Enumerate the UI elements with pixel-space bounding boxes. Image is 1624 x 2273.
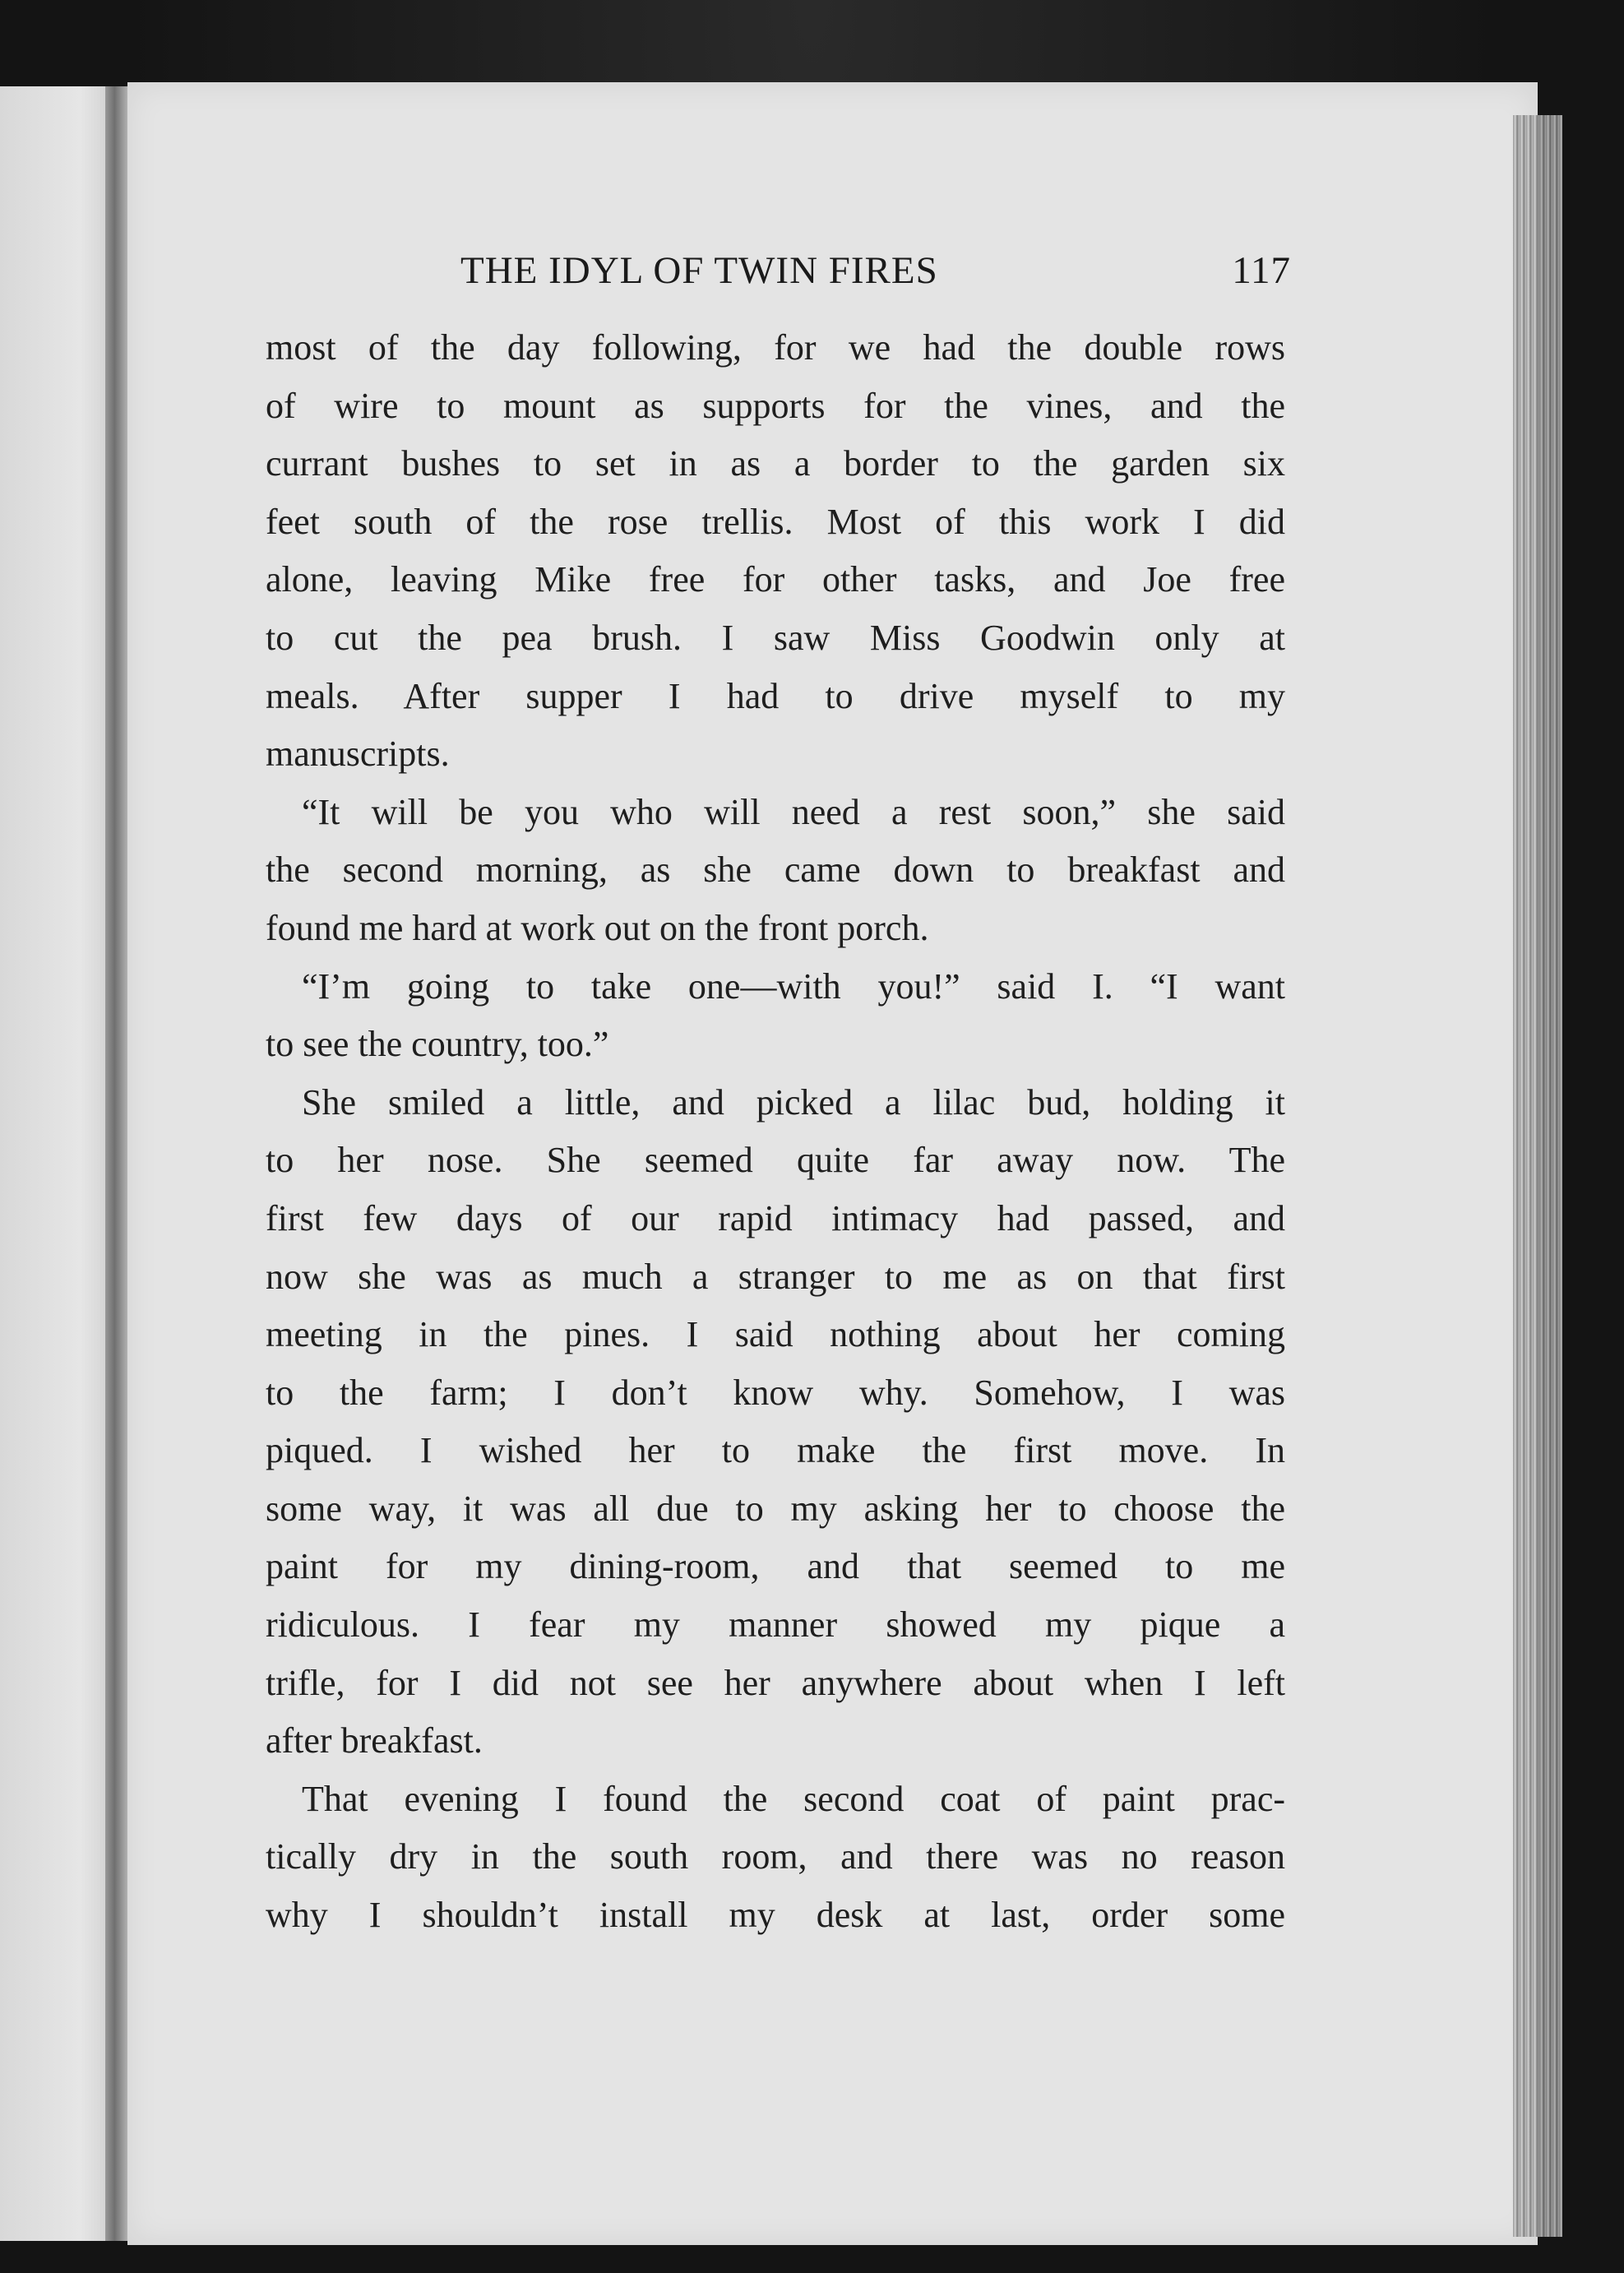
text-line: after breakfast. xyxy=(266,1720,483,1761)
book-gutter xyxy=(105,86,128,2241)
facing-page-edge xyxy=(0,86,115,2241)
text-line: to see the country, too.” xyxy=(266,1024,609,1065)
text-line: some way, it was all due to my asking her to choose the xyxy=(266,1488,1285,1529)
text-line: meeting in the pines. I said nothing about her coming xyxy=(266,1314,1285,1355)
text-line: trifle, for I did not see her anywhere about when I left xyxy=(266,1662,1285,1703)
body-text xyxy=(266,319,1285,1945)
text-line: She smiled a little, and picked a lilac bud, holding it xyxy=(302,1081,1285,1123)
running-title: THE IDYL OF TWIN FIRES xyxy=(460,249,938,292)
text-line: of wire to mount as supports for the vines, and the xyxy=(266,385,1285,426)
text-line: the second morning, as she came down to breakfast and xyxy=(266,849,1285,891)
text-line: to the farm; I don’t know why. Somehow, I was xyxy=(266,1372,1285,1413)
text-line: That evening I found the second coat of paint prac- xyxy=(302,1778,1285,1819)
text-line: to cut the pea brush. I saw Miss Goodwin only at xyxy=(266,617,1285,658)
text-line: piqued. I wished her to make the first move. In xyxy=(266,1430,1285,1471)
page-number: 117 xyxy=(1232,249,1291,292)
text-line: paint for my dining-room, and that seemed to me xyxy=(266,1546,1285,1587)
text-line: currant bushes to set in as a border to the garden six xyxy=(266,443,1285,484)
text-line: first few days of our rapid intimacy had passed, and xyxy=(266,1197,1285,1238)
page-edge-stack xyxy=(1513,115,1562,2237)
text-line: feet south of the rose trellis. Most of this work I did xyxy=(266,501,1285,542)
text-line: tically dry in the south room, and there was no reason xyxy=(266,1836,1285,1877)
text-line: “It will be you who will need a rest soon,” she said xyxy=(302,791,1285,832)
text-line: meals. After supper I had to drive myself to my xyxy=(266,675,1285,716)
running-head xyxy=(460,248,1291,306)
text-line: to her nose. She seemed quite far away now. The xyxy=(266,1140,1285,1181)
text-line: manuscripts. xyxy=(266,734,450,775)
text-line: ridiculous. I fear my manner showed my pique a xyxy=(266,1604,1285,1646)
text-line: “I’m going to take one—with you!” said I. “I want xyxy=(302,965,1285,1007)
text-line: alone, leaving Mike free for other tasks, and Joe free xyxy=(266,559,1285,600)
text-line: found me hard at work out on the front porch. xyxy=(266,907,929,948)
text-line: now she was as much a stranger to me as on that first xyxy=(266,1256,1285,1297)
text-line: most of the day following, for we had the double rows xyxy=(266,327,1285,368)
text-line: why I shouldn’t install my desk at last, order some xyxy=(266,1895,1285,1936)
